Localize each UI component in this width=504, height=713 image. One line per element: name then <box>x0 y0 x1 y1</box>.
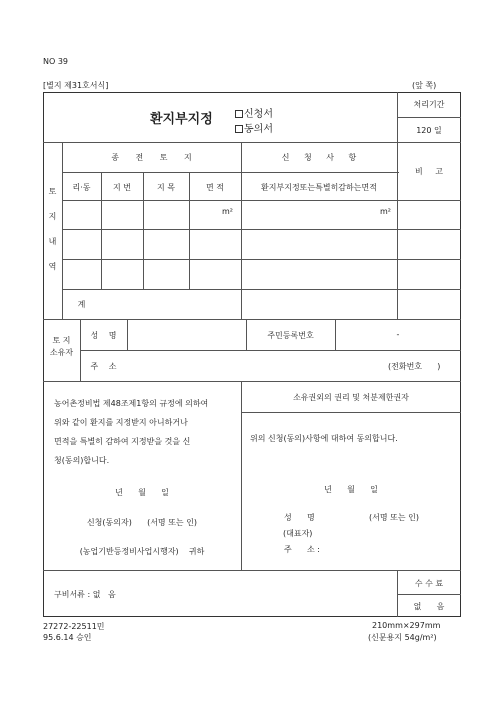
required-documents: 구비서류 : 없 음 <box>54 590 116 599</box>
processing-period-label: 처리기간 <box>413 100 445 109</box>
rule <box>127 319 128 350</box>
request-header: 신 청 사 항 <box>281 153 357 162</box>
rule <box>62 259 461 260</box>
checkbox-icon[interactable] <box>235 110 243 118</box>
consenter-signature: (서명 또는 인) <box>369 513 419 522</box>
land-side-label-2: 지 <box>48 212 57 221</box>
rule <box>397 594 461 595</box>
owner-side-label: 토 지 소유자 <box>49 336 74 357</box>
paper-type: (신문용지 54g/m²) <box>368 633 437 642</box>
owner-address-label: 주 소 <box>90 362 117 371</box>
col-request-area: 환지부지정또는특별히감하는면적 <box>261 183 377 192</box>
title-option-consent: 동의서 <box>235 120 273 135</box>
owner-id-label: 주민등록번호 <box>267 331 314 340</box>
col-ri-dong: 리·동 <box>72 183 91 192</box>
statement-line-1: 농어촌정비법 제48조제1항의 규정에 의하여 <box>54 399 209 408</box>
statement-line-3: 면적을 특별히 감하여 지정받을 것을 신 <box>54 437 191 446</box>
rule <box>241 142 242 319</box>
rule <box>62 172 399 173</box>
statement-line-2: 위와 같이 환지를 지정받지 아니하거나 <box>54 418 188 427</box>
unit-m2-request: m² <box>380 207 391 216</box>
paper-size: 210mm×297mm <box>372 621 441 630</box>
form-title: 환지부지정 <box>150 112 213 127</box>
land-side-label-1: 토 <box>48 187 57 196</box>
rights-holder-header: 소유권외의 권리 및 처분제한권자 <box>293 393 409 402</box>
processing-period-value: 120 일 <box>416 126 442 135</box>
rule <box>241 412 461 413</box>
fee-label: 수 수 료 <box>414 579 444 588</box>
consenter-name-label: 성 명 <box>284 513 315 522</box>
remarks-header: 비 고 <box>415 167 443 176</box>
rule <box>241 381 242 570</box>
form-code: 27272-22511민 <box>43 622 105 631</box>
rule <box>43 570 461 571</box>
col-area: 면 적 <box>206 183 224 192</box>
checkbox-icon[interactable] <box>235 125 243 133</box>
fee-value: 없 음 <box>413 602 445 611</box>
rule <box>43 319 461 320</box>
right-date: 년 월 일 <box>324 485 378 494</box>
land-side-label-3: 내 <box>48 237 57 246</box>
col-jimok: 지 목 <box>157 183 175 192</box>
addressee: (농업기반등정비사업시행자) 귀하 <box>79 547 205 556</box>
rule <box>62 142 63 319</box>
rule <box>62 200 461 201</box>
total-label: 계 <box>77 300 86 309</box>
representative-label: (대표자) <box>283 529 313 538</box>
owner-name-label: 성 명 <box>90 331 117 340</box>
rule <box>62 289 461 290</box>
rule <box>43 381 461 382</box>
consent-text: 위의 신청(동의)사항에 대하여 동의합니다. <box>250 434 398 443</box>
form-reference: [별지 제31호서식] <box>43 81 109 90</box>
col-jibun: 지 번 <box>113 183 131 192</box>
rule <box>43 142 461 143</box>
approval-date: 95.6.14 승인 <box>43 633 92 642</box>
current-land-header: 종 전 토 지 <box>111 153 192 162</box>
land-side-label-4: 역 <box>48 262 57 271</box>
consenter-address-label: 주 소 : <box>284 545 320 554</box>
statement-line-4: 청(동의)합니다. <box>54 456 110 465</box>
title-option-application: 신청서 <box>235 105 273 120</box>
left-date: 년 월 일 <box>115 488 169 497</box>
unit-m2-current: m² <box>222 207 233 216</box>
owner-id-dash: - <box>396 330 400 339</box>
owner-phone-label: (전화번호 ) <box>388 362 441 371</box>
rule <box>80 350 461 351</box>
applicant-signature: 신청(동의자) (서명 또는 인) <box>86 518 198 527</box>
rule <box>397 117 461 118</box>
page-side: (앞 쪽) <box>412 81 437 90</box>
rule <box>62 229 461 230</box>
document-number: NO 39 <box>43 57 69 66</box>
